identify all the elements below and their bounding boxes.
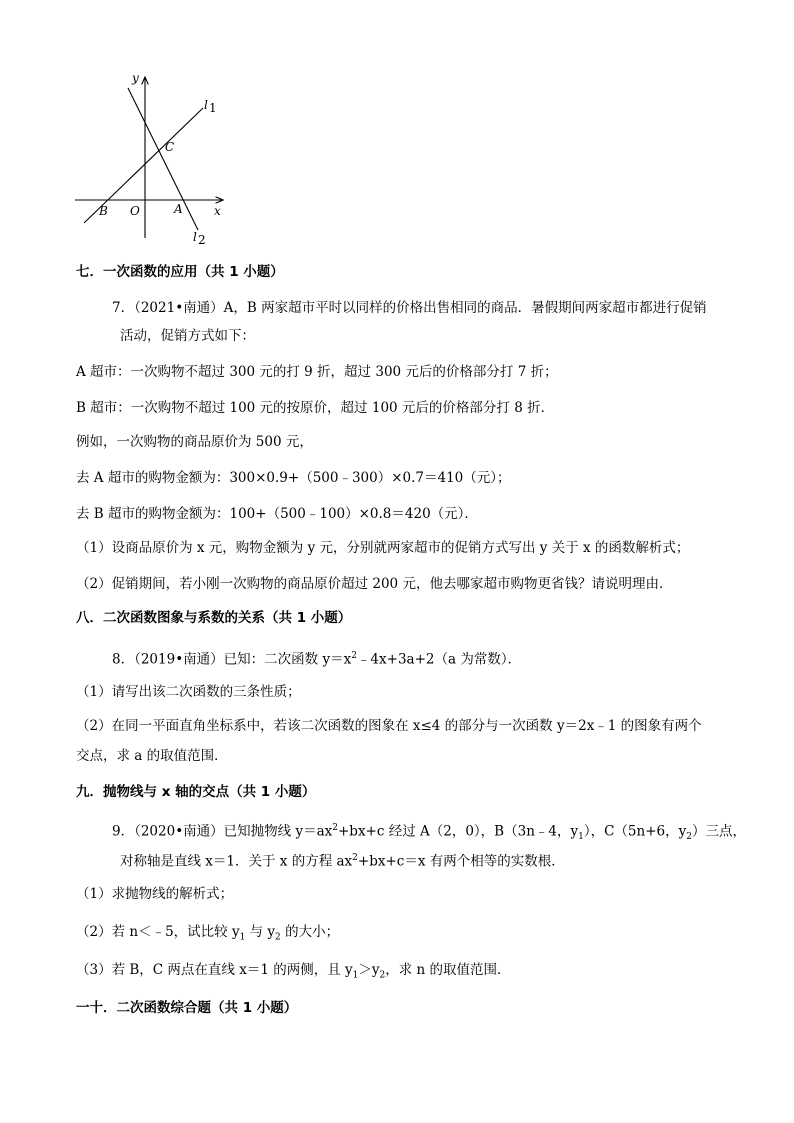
q7-calc-b: 去 B 超市的购物金额为：100+（500﹣100）×0.8＝420（元）． [76,506,478,522]
l1-label: l [204,98,208,112]
q9-part3-sub1: 1 [352,970,359,981]
q8-line1-sup: 2 [351,651,357,661]
q9-part2-sub2: 2 [275,932,281,943]
q9-part3-b: ＞y [358,962,380,978]
q7-part2: （2）促销期间，若小刚一次购物的商品原价超过 200 元，他去哪家超市购物更省钱？请说明理由． [76,576,673,592]
q9-part3 [76,960,511,986]
l2-label-sub: 2 [198,233,206,247]
coordinate-figure [70,66,230,252]
x-axis-label: x [214,204,221,218]
q9-text-line2 [120,848,565,872]
l2-label: l [193,230,197,244]
q9-part3-c: ，求 n 的取值范围． [385,962,511,978]
q9-line2-part-b: +bx+c＝x 有两个相等的实数根． [357,853,565,870]
q9-line2-part-a: 对称轴是直线 x＝1．关于 x 的方程 ax [120,853,353,870]
section-7-heading: 七．一次函数的应用（共 1 小题） [76,264,284,280]
q9-line1-part-c: ），C（5n+6，y [583,823,687,840]
section-10-heading: 一十．二次函数综合题（共 1 小题） [76,1000,298,1016]
q9-line1-part-b: +bx+c 经过 A（2，0），B（3n﹣4，y [337,823,579,840]
q9-line1-sub2: 2 [686,832,692,843]
q8-part1: （1）请写出该二次函数的三条性质； [76,684,301,700]
q9-line1-part-d: ）三点， [691,823,746,840]
q7-rule-b: B 超市：一次购物不超过 100 元的按原价，超过 100 元后的价格部分打 8 折． [76,400,555,416]
l1-label-sub: 1 [209,101,217,115]
q8-part2-line1: （2）在同一平面直角坐标系中，若该二次函数的图象在 x≤4 的部分与一次函数 y＝2x﹣1 的图象有两个 [76,718,702,734]
q9-line2-sup: 2 [352,853,358,863]
q9-part2-c: 的大小； [280,924,340,940]
q9-line1-sub1: 1 [578,832,584,843]
point-c-label: C [165,140,175,154]
q9-part3-a: （3）若 B，C 两点在直线 x＝1 的两侧，且 y [76,962,353,978]
q7-text-line1: 7．（2021•南通）A，B 两家超市平时以同样的价格出售相同的商品．暑假期间两家超市都进行促销 [112,300,707,316]
y-axis-label: y [132,71,139,85]
q9-part2 [76,922,339,948]
q7-example: 例如，一次购物的商品原价为 500 元， [76,434,313,450]
q9-part2-a: （2）若 n＜﹣5，试比较 y [76,924,240,940]
section-8-heading: 八．二次函数图象与系数的关系（共 1 小题） [76,610,352,626]
q7-text-line2: 活动，促销方式如下： [120,328,255,344]
q9-line1-sup: 2 [332,823,338,833]
q8-text-line1 [112,646,521,670]
q9-line1-part-a: 9．（2020•南通）已知抛物线 y＝ax [112,823,333,840]
point-b-label: B [99,204,108,218]
q7-calc-a: 去 A 超市的购物金额为：300×0.9+（500﹣300）×0.7＝410（元）； [76,470,511,486]
q7-part1: （1）设商品原价为 x 元，购物金额为 y 元，分别就两家超市的促销方式写出 y 关于 x 的函数解析式； [76,540,690,556]
q9-part1: （1）求抛物线的解析式； [76,886,234,902]
q9-text-line1 [112,818,746,847]
point-a-label: A [174,202,183,216]
q8-part2-line2: 交点，求 a 的取值范围． [76,748,228,764]
origin-o-label: O [130,204,140,218]
q9-part2-sub1: 1 [239,932,246,943]
q8-line1-part-a: 8．（2019•南通）已知：二次函数 y＝x [112,651,352,668]
q7-rule-a: A 超市：一次购物不超过 300 元的打 9 折，超过 300 元后的价格部分打 7 折； [76,364,558,380]
coordinate-figure-svg [70,66,230,252]
q9-part3-sub2: 2 [379,970,386,981]
q9-part2-b: 与 y [245,924,276,940]
section-9-heading: 九．抛物线与 x 轴的交点（共 1 小题） [76,784,316,800]
q8-line1-part-b: ﹣4x+3a+2（a 为常数）． [356,651,522,668]
